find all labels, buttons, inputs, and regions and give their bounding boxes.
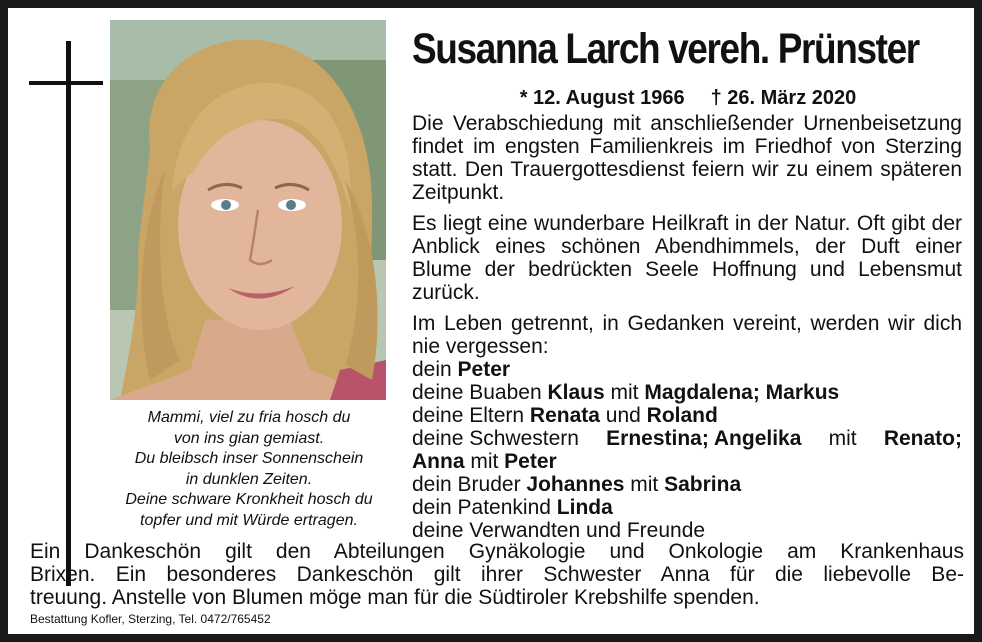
caption-line: von ins gian gemiast.: [173, 429, 325, 447]
caption-line: Mammi, viel zu fria hosch du: [147, 409, 351, 426]
mourner-connector: mit: [624, 473, 665, 496]
mourner-connector: mit: [828, 427, 857, 450]
mourner-name: Magdalena; Markus: [644, 381, 840, 404]
mourner-connector: und: [599, 404, 647, 427]
mourner-line: [412, 427, 962, 450]
mourner-relation: deine Eltern: [412, 404, 530, 427]
cross-icon-bar: [29, 81, 103, 85]
mourner-name: Peter: [457, 358, 511, 381]
mourner-connector: mit: [464, 450, 505, 473]
mourner-line: [412, 404, 962, 427]
mourner-name: Anna: [412, 450, 465, 473]
mourner-relation: dein: [412, 358, 458, 381]
mourner-name: Klaus: [547, 381, 605, 404]
funeral-home-credit: Bestattung Kofler, Sterzing, Tel. 0472/765452: [30, 612, 271, 626]
mourner-name: Ernestina; Angelika: [606, 427, 802, 450]
mourner-relation: deine Schwestern: [412, 427, 579, 450]
funeral-info: Die Verabschiedung mit anschließender Urnenbeisetzung findet im engsten Familienkreis im Friedhof von Sterzing statt. Den Trauergottesdienst feiern wir zu einem späteren Zeitpunkt.: [412, 112, 962, 204]
acknowledgement: [30, 540, 964, 609]
mourner-name: Renata: [529, 404, 600, 427]
acknowledgement-line: Brixen. Ein besonderes Dankeschön gilt ihrer Schwester Anna für die liebevolle Be-: [30, 563, 964, 586]
mourner-connector: mit: [604, 381, 645, 404]
mourner-relation: dein Patenkind: [412, 496, 557, 519]
life-dates: [412, 86, 964, 110]
birth-date: * 12. August 1966: [519, 87, 685, 109]
mourner-relation: dein Bruder: [412, 473, 527, 496]
mourner-name: Renato;: [883, 427, 962, 450]
mourner-line: [412, 496, 962, 519]
mourner-name: Johannes: [526, 473, 625, 496]
portrait-photo: [110, 20, 386, 400]
remembrance-intro: Im Leben getrennt, in Gedanken vereint, werden wir dich nie vergessen:: [412, 312, 962, 358]
mourner-relation: deine Buaben: [412, 381, 548, 404]
cross-icon: [66, 41, 71, 586]
obituary-notice: [8, 8, 974, 634]
caption-line: topfer und mit Würde ertragen.: [140, 511, 358, 529]
mourner-line: [412, 473, 962, 496]
mourner-name: Linda: [556, 496, 613, 519]
acknowledgement-line: Ein Dankeschön gilt den Abteilungen Gynäkologie und Onkologie am Krankenhaus: [30, 540, 964, 563]
mourner-name: Roland: [646, 404, 718, 427]
mourner-line: deine Verwandten und Freunde: [412, 519, 706, 542]
photo-caption: [108, 408, 390, 532]
mourner-line: [412, 358, 962, 381]
deceased-name: Susanna Larch vereh. Prünster: [412, 25, 919, 73]
caption-line: Deine schware Kronkheit hosch du: [125, 491, 373, 509]
quote-paragraph: Es liegt eine wunderbare Heilkraft in der Natur. Oft gibt der Anblick eines schönen Abendhimmels, der Duft einer Blume der bedrückten Seele Hoffnung und Lebensmut zurück.: [412, 212, 962, 304]
mourner-name: Sabrina: [664, 473, 742, 496]
acknowledgement-line: treuung. Anstelle von Blumen möge man für die Südtiroler Krebshilfe spenden.: [30, 586, 760, 609]
mourner-name: Peter: [504, 450, 557, 473]
mourner-line: [412, 450, 962, 473]
caption-line: Du bleibsch inser Sonnenschein: [134, 450, 364, 468]
notice-body: [412, 112, 962, 542]
mourner-line: [412, 381, 962, 404]
death-date: † 26. März 2020: [710, 87, 857, 109]
caption-line: in dunklen Zeiten.: [185, 470, 313, 488]
